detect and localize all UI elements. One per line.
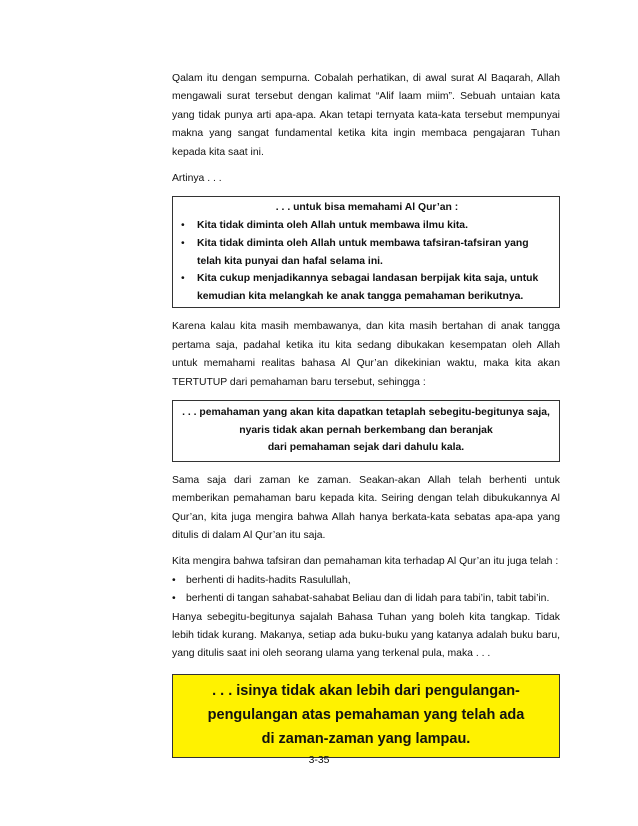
artinya-label: Artinya . . .	[172, 173, 222, 185]
bullet-list	[172, 572, 560, 609]
summary-item-text: Kita tidak diminta oleh Allah untuk membawa tafsiran-tafsiran yang telah kita punyai dan hafal selama ini.	[197, 238, 529, 267]
bullet-icon: •	[181, 220, 185, 232]
page-number: 3-35	[308, 755, 330, 766]
highlight-line: pengulangan atas pemahaman yang telah ada	[207, 706, 525, 723]
page-content	[172, 70, 560, 758]
summary-item	[181, 217, 553, 235]
summary-box-heading: . . . untuk bisa memahami Al Qur’an :	[275, 202, 459, 214]
summary-item	[181, 270, 553, 305]
summary-box-list	[181, 217, 553, 305]
list-item-text: berhenti di tangan sahabat-sahabat Beliau dan di lidah para tabi’in, tabit tabi’in.	[186, 593, 550, 605]
summary-box	[172, 196, 560, 308]
paragraph-4: Kita mengira bahwa tafsiran dan pemahaman kita terhadap Al Qur’an itu juga telah :	[172, 556, 559, 568]
highlight-box	[172, 674, 560, 758]
list-item	[172, 572, 560, 590]
quote-box	[172, 400, 560, 462]
quote-line: dari pemahaman sejak dari dahulu kala.	[267, 442, 465, 454]
list-item	[172, 590, 560, 608]
bullet-icon: •	[172, 593, 176, 605]
bullet-icon: •	[181, 273, 185, 285]
paragraph-2: Karena kalau kita masih membawanya, dan kita masih bertahan di anak tangga pertama saja, padahal ketika itu kita sedang dibukakan kesempatan oleh Allah untuk memahami realitas bahasa Al Qur’an dikekinian waktu, maka kita akan TERTUTUP dari pemahaman baru tersebut, sehingga :	[172, 321, 560, 388]
list-item-text: berhenti di hadits-hadits Rasulullah,	[186, 574, 351, 586]
quote-line: nyaris tidak akan pernah berkembang dan beranjak	[239, 424, 493, 436]
paragraph-1: Qalam itu dengan sempurna. Cobalah perhatikan, di awal surat Al Baqarah, Allah mengawali surat tersebut dengan kalimat “Alif laam miim”. Sebuah untaian kata yang tidak punya arti apa-apa. Akan tetapi ternyata kata-kata tersebut mempunyai makna yang sangat fundamental ketika kita ingin membaca pengajaran Tuhan kepada kita saat ini.	[172, 73, 560, 158]
paragraph-5: Hanya sebegitu-begitunya sajalah Bahasa Tuhan yang boleh kita tangkap. Tidak lebih tidak kurang. Makanya, setiap ada buku-buku yang katanya adalah buku baru, yang ditulis saat ini oleh seorang ulama yang terkenal pula, maka . . .	[172, 611, 560, 660]
quote-line: . . . pemahaman yang akan kita dapatkan tetaplah sebegitu-begitunya saja,	[182, 407, 550, 419]
paragraph-3: Sama saja dari zaman ke zaman. Seakan-akan Allah telah berhenti untuk memberikan pemahaman baru kepada kita. Seiring dengan telah dibukukannya Al Qur’an, kita juga mengira bahwa Allah hanya berkata-kata sebatas apa-apa yang ditulis di dalam Al Qur’an itu saja.	[172, 474, 560, 542]
highlight-line: di zaman-zaman yang lampau.	[261, 730, 471, 747]
bullet-icon: •	[181, 238, 185, 250]
summary-item	[181, 235, 553, 270]
bullet-icon: •	[172, 574, 176, 586]
summary-item-text: Kita tidak diminta oleh Allah untuk membawa ilmu kita.	[197, 220, 468, 232]
highlight-line: . . . isinya tidak akan lebih dari pengulangan-	[212, 682, 520, 699]
summary-item-text: Kita cukup menjadikannya sebagai landasan berpijak kita saja, untuk kemudian kita melangkah ke anak tangga pemahaman berikutnya.	[197, 273, 539, 302]
